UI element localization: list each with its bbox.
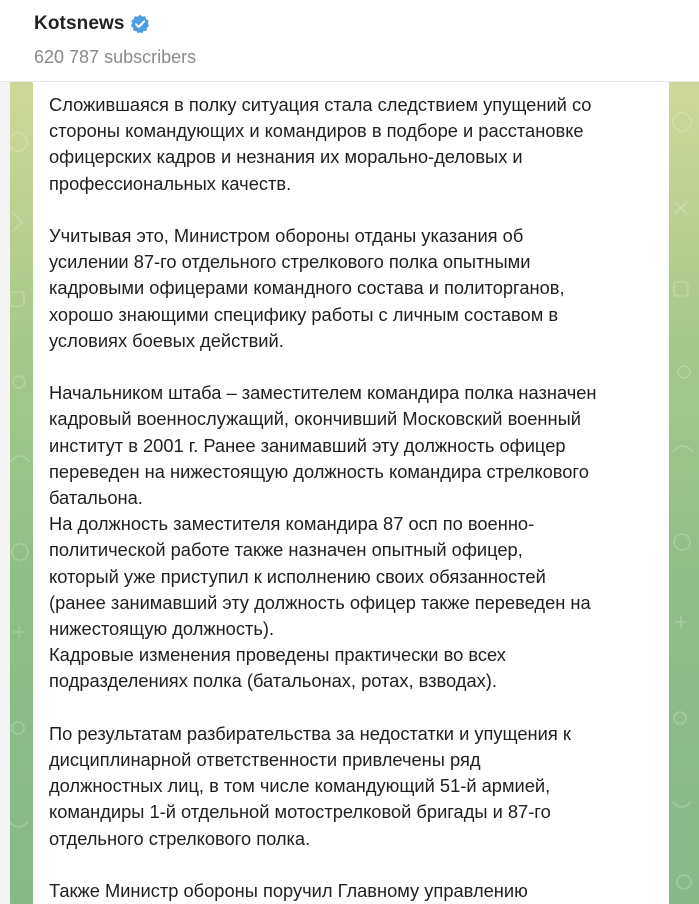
paragraph-gap — [49, 695, 651, 721]
message-paragraph-2: Учитывая это, Министром обороны отданы указания об усилении 87-го отдельного стрелкового полка опытными кадровыми офицерами командного состава и политорганов, хорошо знающими специфику работы с личным составом в условиях боевых действий. — [49, 225, 565, 351]
message-paragraph-1: Сложившаяся в полку ситуация стала следствием упущений со стороны командующих и командиров в подборе и расстановке офицерских кадров и незнания их морально-деловых и профессиональных качеств. — [49, 94, 592, 194]
channel-header[interactable] — [0, 0, 699, 82]
sidebar-edge — [0, 82, 10, 904]
paragraph-gap — [49, 852, 651, 878]
verified-badge-icon — [130, 14, 150, 34]
message-paragraph-3: Начальником штаба – заместителем командира полка назначен кадровый военнослужащий, окончивший Московский военный институт в 2001 г. Ранее занимавший эту должность офицер переведен на нижестоящую должность командира стрелкового батальона. На должность заместителя командира 87 осп по военно- политической работе также назначен опытный офицер, который уже приступил к исполнению своих обязанностей (ранее занимавший эту должность офицер также переведен на нижестоящую должность). Кадровые изменения проведены практически во всех подразделениях полка (батальонах, ротах, взводах). — [49, 382, 597, 692]
message-bubble[interactable] — [33, 82, 669, 904]
paragraph-gap — [49, 197, 651, 223]
message-paragraph-4: По результатам разбирательства за недостатки и упущения к дисциплинарной ответственности привлечены ряд должностных лиц, в том числе командующий 51-й армией, командиры 1-й отдельной мотострелковой бригады и 87-го отдельного стрелкового полка. — [49, 722, 571, 849]
channel-name[interactable]: Kotsnews — [34, 13, 125, 34]
paragraph-gap — [49, 354, 651, 380]
channel-title-row[interactable] — [34, 13, 150, 35]
subscriber-count: 620 787 subscribers — [34, 47, 197, 67]
message-paragraph-5: Также Министр обороны поручил Главному управлению — [49, 880, 528, 902]
